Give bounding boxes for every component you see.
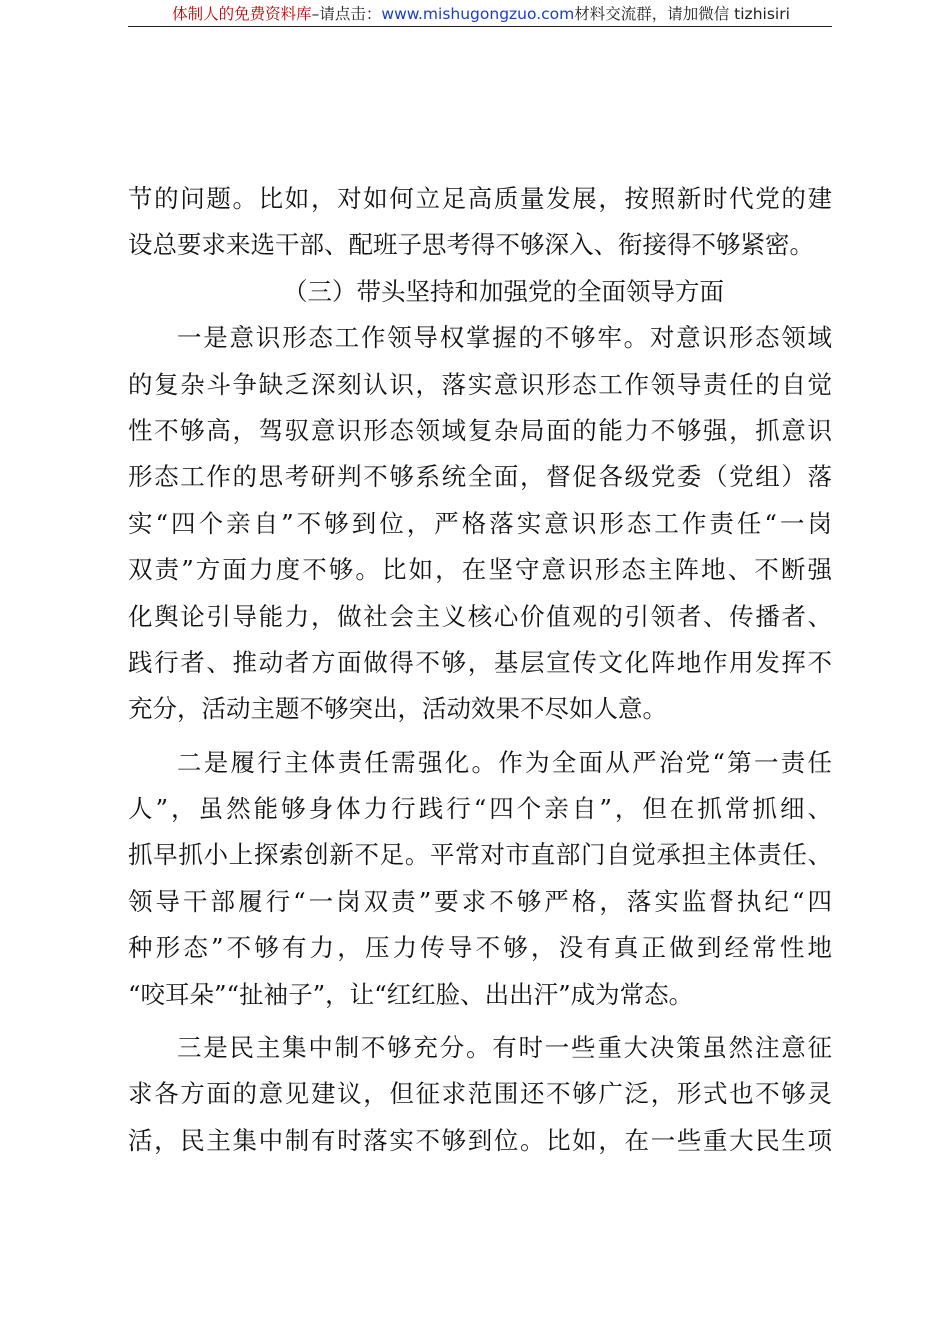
text-line: 节的问题。比如，对如何立足高质量发展，按照新时代党的建 — [128, 184, 832, 213]
header-url-link[interactable]: www.mishugongzuo.com — [381, 5, 575, 23]
text-line: 抓早抓小上探索创新不足。平常对市直部门自觉承担主体责任、 — [128, 840, 832, 870]
text-line: 充分，活动主题不够突出，活动效果不尽如人意。 — [128, 694, 667, 724]
text-line: 化舆论引导能力，做社会主义核心价值观的引领者、传播者、 — [128, 601, 832, 631]
text-line: 三是民主集中制不够充分。有时一些重大决策虽然注意征 — [177, 1033, 832, 1063]
text-line: 种形态”不够有力，压力传导不够，没有真正做到经常性地 — [128, 933, 832, 963]
header-brand: 体制人的免费资料库 — [172, 5, 312, 23]
header-prompt: –请点击： — [311, 5, 382, 23]
text-line: 一是意识形态工作领导权掌握的不够牢。对意识形态领域 — [177, 323, 832, 353]
header-divider — [128, 26, 832, 27]
text-line: 的复杂斗争缺乏深刻认识，落实意识形态工作领导责任的自觉 — [128, 369, 832, 399]
text-line: 人”，虽然能够身体力行践行“四个亲自”，但在抓常抓细、 — [128, 794, 832, 824]
text-line: “咬耳朵”“扯袖子”，让“红红脸、出出汗”成为常态。 — [128, 979, 694, 1009]
text-line: 实“四个亲自”不够到位，严格落实意识形态工作责任“一岗 — [128, 508, 832, 538]
text-line: 求各方面的意见建议，但征求范围还不够广泛，形式也不够灵 — [128, 1079, 832, 1109]
section-heading: （三）带头坚持和加强党的全面领导方面 — [283, 276, 724, 306]
text-line: 践行者、推动者方面做得不够，基层宣传文化阵地作用发挥不 — [128, 647, 832, 677]
document-body — [128, 176, 832, 1164]
text-line: 活，民主集中制有时落实不够到位。比如，在一些重大民生项 — [128, 1125, 832, 1155]
header-wechat-note: 材料交流群，请加微信 tizhisiri — [574, 5, 790, 23]
text-line: 双责”方面力度不够。比如，在坚守意识形态主阵地、不断强 — [128, 555, 832, 585]
header-banner — [128, 3, 834, 25]
text-line: 二是履行主体责任需强化。作为全面从严治党“第一责任 — [177, 747, 832, 777]
text-line: 领导干部履行“一岗双责”要求不够严格，落实监督执纪“四 — [128, 886, 832, 916]
text-line: 设总要求来选干部、配班子思考得不够深入、衔接得不够紧密。 — [128, 230, 814, 260]
text-line: 形态工作的思考研判不够系统全面，督促各级党委（党组）落 — [128, 462, 832, 492]
text-line: 性不够高，驾驭意识形态领域复杂局面的能力不够强，抓意识 — [128, 415, 832, 445]
